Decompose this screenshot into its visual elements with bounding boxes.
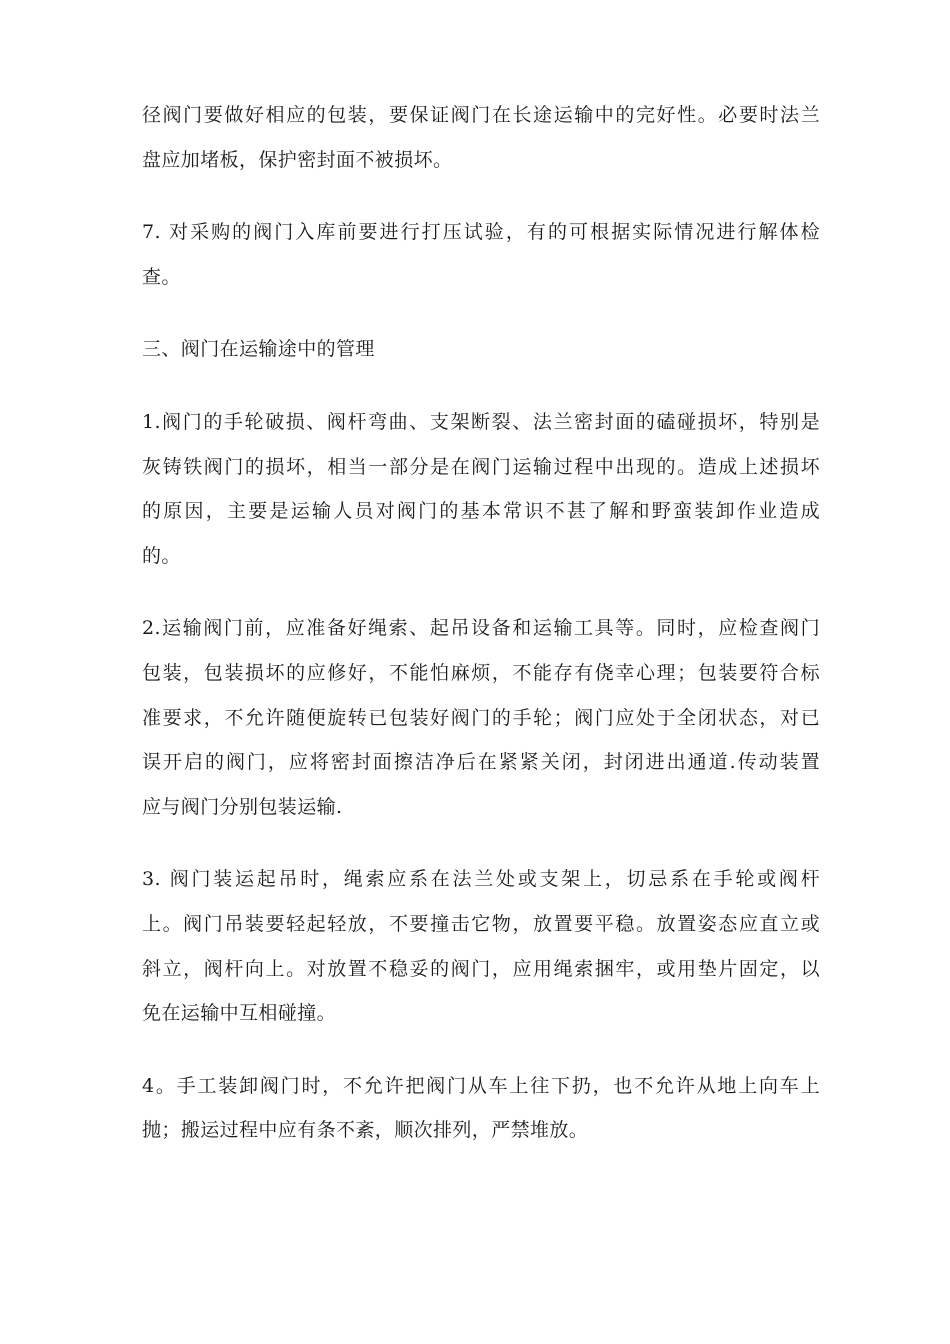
- paragraph-valve-packaging: [142, 93, 820, 182]
- text-line: 误开启的阀门，应将密封面擦洁净后在紧紧关闭，封闭进出通道.传动装置: [142, 751, 820, 774]
- document-body: [142, 93, 820, 1181]
- text-line: 上。阀门吊装要轻起轻放，不要撞击它物，放置要平稳。放置姿态应直立或: [142, 912, 820, 935]
- paragraph-item-4: [142, 1064, 820, 1153]
- text-line: 抛；搬运过程中应有条不紊，顺次排列，严禁堆放。: [142, 1119, 589, 1142]
- text-line: 灰铸铁阀门的损坏，相当一部分是在阀门运输过程中出现的。造成上述损坏: [142, 455, 820, 478]
- text-line: 准要求，不允许随便旋转已包装好阀门的手轮；阀门应处于全闭状态，对已: [142, 706, 820, 729]
- text-line: 3. 阀门装运起吊时，绳索应系在法兰处或支架上，切忌系在手轮或阀杆: [142, 868, 820, 891]
- paragraph-item-3: [142, 857, 820, 1035]
- text-line: 斜立，阀杆向上。对放置不稳妥的阀门，应用绳索捆牢，或用垫片固定，以: [142, 957, 820, 980]
- text-line: 免在运输中互相碰撞。: [142, 1002, 337, 1025]
- text-line: 的。: [142, 544, 181, 567]
- text-line: 1.阀门的手轮破损、阀杆弯曲、支架断裂、法兰密封面的磕碰损坏，特别是: [142, 410, 820, 433]
- paragraph-item-2: [142, 606, 820, 829]
- text-line: 应与阀门分别包装运输.: [142, 795, 343, 818]
- paragraph-item-7: [142, 210, 820, 299]
- text-line: 4。手工装卸阀门时，不允许把阀门从车上往下扔，也不允许从地上向车上: [142, 1074, 820, 1097]
- paragraph-item-1: [142, 400, 820, 578]
- text-line: 包装，包装损坏的应修好，不能怕麻烦，不能存有侥幸心理；包装要符合标: [142, 661, 820, 684]
- section-heading: [142, 327, 820, 372]
- text-line: 径阀门要做好相应的包装，要保证阀门在长途运输中的完好性。必要时法兰: [142, 104, 820, 126]
- text-line: 的原因，主要是运输人员对阀门的基本常识不甚了解和野蛮装卸作业造成: [142, 500, 820, 523]
- text-line: 2.运输阀门前，应准备好绳索、起吊设备和运输工具等。同时，应检查阀门: [142, 617, 820, 640]
- text-line: 7. 对采购的阀门入库前要进行打压试验，有的可根据实际情况进行解体检: [142, 221, 820, 244]
- text-line: 查。: [142, 265, 181, 288]
- heading-text: 三、阀门在运输途中的管理: [142, 338, 375, 361]
- text-line: 盘应加堵板，保护密封面不被损坏。: [142, 148, 453, 171]
